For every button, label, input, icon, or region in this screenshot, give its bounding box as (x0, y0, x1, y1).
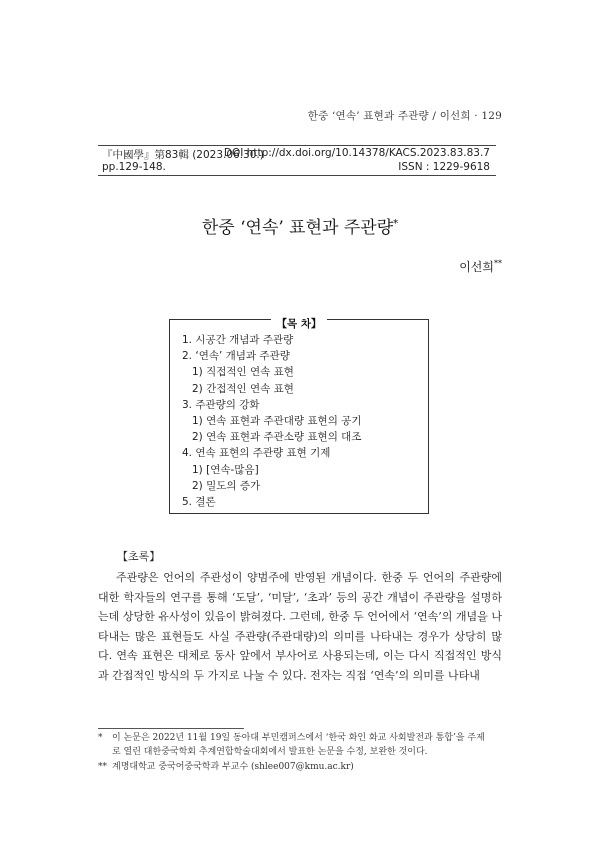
toc-item: 1. 시공간 개념과 주관량 (182, 334, 294, 346)
doi-link[interactable]: DOI http://dx.doi.org/10.14378/KACS.2023.83.83.7 (223, 147, 490, 159)
toc-heading (170, 312, 428, 331)
toc-item: 3. 주관량의 강화 (182, 398, 260, 411)
author (459, 258, 502, 275)
toc-item: 2) 간접적인 연속 표현 (192, 382, 294, 395)
page-range: pp.129-148. (102, 161, 166, 173)
toc-heading-text: 【목 차】 (271, 318, 328, 330)
toc-item: 1) [연속-많음] (192, 463, 259, 476)
toc-item: 1) 연속 표현과 주관대량 표현의 공기 (192, 415, 362, 428)
toc-list (182, 332, 361, 510)
toc-item: 5. 결론 (182, 496, 216, 509)
footnote-line: 로 열린 대한중국학회 추계연합학술대회에서 발표한 논문을 수정, 보완한 것이다. (112, 747, 428, 757)
toc-item: 2) 밀도의 증가 (192, 479, 261, 492)
footnote-mark: ** (98, 762, 107, 772)
title-footnote-mark: * (393, 218, 399, 230)
footnote-line: 이 논문은 2022년 11월 19일 동아대 부민캠퍼스에서 ‘한국 화인 화교 사회발전과 통합’을 주제 (112, 733, 485, 743)
footnote-divider (98, 728, 244, 729)
journal-citation: 『中國學』第83輯 (2023.06.30.) (102, 149, 264, 161)
toc-item: 4. 연속 표현의 주관량 표현 기제 (182, 447, 331, 460)
footnote-line: 계명대학교 중국어중국학과 부교수 (shlee007@kmu.ac.kr) (112, 762, 354, 772)
footnote-1 (98, 731, 502, 759)
toc-item: 2. ‘연속’ 개념과 주관량 (182, 350, 290, 363)
abstract-label: 【초록】 (117, 550, 161, 563)
toc-item: 1) 직접적인 연속 표현 (192, 366, 294, 379)
abstract-text: 주관량은 언어의 주관성이 양범주에 반영된 개념이다. 한중 두 언어의 주관량에 대한 학자들의 연구를 통해 ‘도달’, ‘미달’, ‘초과’ 등의 공간 개념이 주관량을 설명하는데 상당한 유사성이 있음이 밝혀졌다. 그런데, 한중 두 언어에서 ‘연속’의 개념을 나타내는 많은 표현들도 사실 주관량(주관대량)의 의미를 나타내는 경우가 상당히 많다. 연속 표현은 대체로 동사 앞에서 부사어로 사용되는데, 이는 다시 직접적인 방식과 간접적인 방식의 두 가지로 나눌 수 있다. 전자는 직접 ‘연속’의 의미를 나타내 (98, 571, 502, 682)
paper-title (0, 213, 600, 238)
toc-item: 2) 연속 표현과 주관소량 표현의 대조 (192, 431, 362, 444)
paper-title-text: 한중 ‘연속’ 표현과 주관량 (201, 218, 394, 238)
footnote-2 (98, 760, 502, 774)
author-footnote-mark: ** (494, 259, 502, 268)
table-of-contents (169, 319, 429, 514)
running-header: 한중 ‘연속’ 표현과 주관량 / 이선희 · 129 (307, 110, 502, 122)
author-name: 이선희 (459, 260, 494, 274)
journal-info-box (98, 145, 496, 176)
footnote-mark: * (98, 733, 103, 743)
issn: ISSN : 1229-9618 (398, 161, 490, 173)
